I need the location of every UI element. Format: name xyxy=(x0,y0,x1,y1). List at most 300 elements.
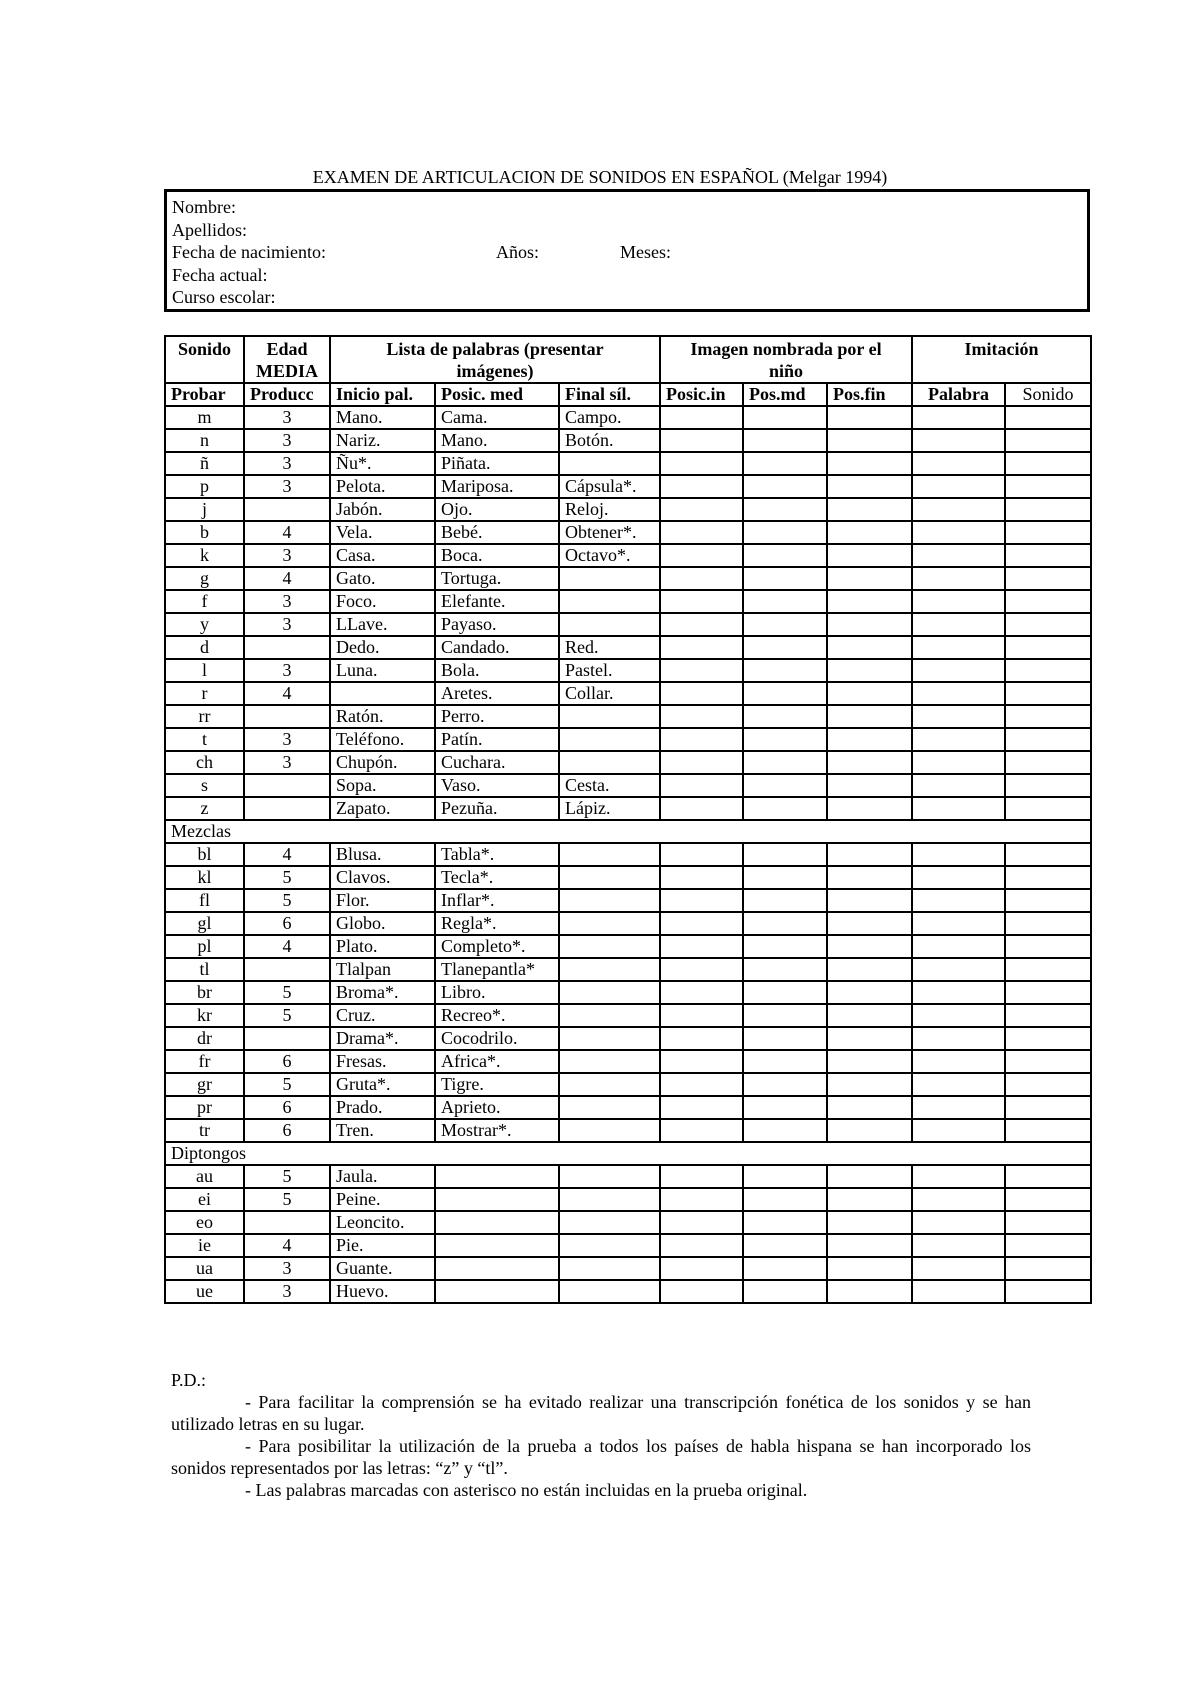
response-cell xyxy=(827,1234,912,1257)
age-cell: 3 xyxy=(244,1257,330,1280)
table-row xyxy=(165,1050,1091,1073)
response-cell xyxy=(660,912,743,935)
final-word-cell: Octavo*. xyxy=(559,544,660,567)
header-pos-md: Pos.md xyxy=(743,383,827,406)
table-row xyxy=(165,774,1091,797)
medial-word-cell: Inflar*. xyxy=(435,889,559,912)
response-cell xyxy=(1005,659,1091,682)
response-cell xyxy=(660,636,743,659)
final-word-cell xyxy=(559,981,660,1004)
response-cell xyxy=(660,1119,743,1142)
response-cell xyxy=(743,981,827,1004)
header-palabra: Palabra xyxy=(912,383,1005,406)
response-cell xyxy=(827,981,912,1004)
initial-word-cell: Jabón. xyxy=(330,498,435,521)
table-row xyxy=(165,1027,1091,1050)
final-word-cell xyxy=(559,1096,660,1119)
response-cell xyxy=(660,751,743,774)
sound-cell: b xyxy=(165,521,244,544)
final-word-cell: Cesta. xyxy=(559,774,660,797)
table-row xyxy=(165,981,1091,1004)
response-cell xyxy=(743,544,827,567)
response-cell xyxy=(827,1004,912,1027)
final-word-cell xyxy=(559,1165,660,1188)
age-cell xyxy=(244,958,330,981)
medial-word-cell: Tecla*. xyxy=(435,866,559,889)
response-cell xyxy=(827,544,912,567)
medial-word-cell: Aprieto. xyxy=(435,1096,559,1119)
table-row xyxy=(165,1096,1091,1119)
response-cell xyxy=(1005,452,1091,475)
response-cell xyxy=(743,889,827,912)
sound-cell: ie xyxy=(165,1234,244,1257)
response-cell xyxy=(1005,751,1091,774)
header-lista: Lista de palabras (presentar imágenes) xyxy=(330,336,660,383)
sound-cell: bl xyxy=(165,843,244,866)
medial-word-cell: Completo*. xyxy=(435,935,559,958)
sound-cell: l xyxy=(165,659,244,682)
response-cell xyxy=(743,774,827,797)
response-cell xyxy=(1005,1004,1091,1027)
sound-cell: m xyxy=(165,406,244,429)
medial-word-cell: Cocodrilo. xyxy=(435,1027,559,1050)
response-cell xyxy=(912,1096,1005,1119)
table-row xyxy=(165,1188,1091,1211)
table-row xyxy=(165,935,1091,958)
response-cell xyxy=(827,659,912,682)
medial-word-cell: Pezuña. xyxy=(435,797,559,820)
table-row xyxy=(165,1280,1091,1303)
medial-word-cell: Libro. xyxy=(435,981,559,1004)
response-cell xyxy=(660,406,743,429)
medial-word-cell: Bola. xyxy=(435,659,559,682)
response-cell xyxy=(912,751,1005,774)
table-row xyxy=(165,751,1091,774)
curso-escolar-label: Curso escolar: xyxy=(172,287,276,307)
final-word-cell: Pastel. xyxy=(559,659,660,682)
header-sonido-imitacion: Sonido xyxy=(1005,383,1091,406)
response-cell xyxy=(912,452,1005,475)
medial-word-cell xyxy=(435,1188,559,1211)
response-cell xyxy=(660,521,743,544)
initial-word-cell: Blusa. xyxy=(330,843,435,866)
sound-cell: d xyxy=(165,636,244,659)
response-cell xyxy=(912,981,1005,1004)
response-cell xyxy=(912,889,1005,912)
response-cell xyxy=(660,1211,743,1234)
response-cell xyxy=(827,751,912,774)
response-cell xyxy=(660,498,743,521)
medial-word-cell: Bebé. xyxy=(435,521,559,544)
initial-word-cell: Flor. xyxy=(330,889,435,912)
final-word-cell: Botón. xyxy=(559,429,660,452)
table-row xyxy=(165,567,1091,590)
response-cell xyxy=(743,406,827,429)
response-cell xyxy=(912,843,1005,866)
sound-cell: gl xyxy=(165,912,244,935)
response-cell xyxy=(660,1280,743,1303)
response-cell xyxy=(827,636,912,659)
age-cell: 5 xyxy=(244,1073,330,1096)
final-word-cell xyxy=(559,1257,660,1280)
response-cell xyxy=(1005,544,1091,567)
response-cell xyxy=(827,567,912,590)
response-cell xyxy=(1005,1257,1091,1280)
response-cell xyxy=(827,797,912,820)
table-row xyxy=(165,705,1091,728)
final-word-cell xyxy=(559,1119,660,1142)
final-word-cell: Lápiz. xyxy=(559,797,660,820)
response-cell xyxy=(912,1027,1005,1050)
age-cell: 5 xyxy=(244,1188,330,1211)
fecha-nacimiento-label: Fecha de nacimiento: xyxy=(172,242,326,262)
section-row xyxy=(165,820,1091,843)
response-cell xyxy=(743,567,827,590)
header-edad: Edad MEDIA xyxy=(244,336,330,383)
sound-cell: eo xyxy=(165,1211,244,1234)
response-cell xyxy=(912,1073,1005,1096)
sound-cell: pl xyxy=(165,935,244,958)
response-cell xyxy=(1005,590,1091,613)
initial-word-cell: Clavos. xyxy=(330,866,435,889)
response-cell xyxy=(1005,406,1091,429)
page-title: EXAMEN DE ARTICULACION DE SONIDOS EN ESPAÑOL (Melgar 1994) xyxy=(312,167,888,187)
initial-word-cell: Tlalpan xyxy=(330,958,435,981)
response-cell xyxy=(827,1027,912,1050)
sound-cell: s xyxy=(165,774,244,797)
response-cell xyxy=(912,1280,1005,1303)
fecha-nacimiento-row xyxy=(172,241,1081,264)
header-final: Final síl. xyxy=(559,383,660,406)
response-cell xyxy=(660,866,743,889)
age-cell xyxy=(244,636,330,659)
header-sonido: Sonido xyxy=(165,336,244,383)
response-cell xyxy=(912,1119,1005,1142)
header-posic-med: Posic. med xyxy=(435,383,559,406)
response-cell xyxy=(743,728,827,751)
age-cell: 3 xyxy=(244,751,330,774)
response-cell xyxy=(743,705,827,728)
response-cell xyxy=(743,1257,827,1280)
header-probar: Probar xyxy=(165,383,244,406)
response-cell xyxy=(1005,567,1091,590)
response-cell xyxy=(1005,498,1091,521)
response-cell xyxy=(660,613,743,636)
response-cell xyxy=(660,659,743,682)
response-cell xyxy=(827,774,912,797)
final-word-cell: Campo. xyxy=(559,406,660,429)
response-cell xyxy=(827,705,912,728)
table-row xyxy=(165,912,1091,935)
medial-word-cell: Ojo. xyxy=(435,498,559,521)
response-cell xyxy=(660,935,743,958)
section-row xyxy=(165,1142,1091,1165)
response-cell xyxy=(827,590,912,613)
table-row xyxy=(165,1004,1091,1027)
response-cell xyxy=(912,429,1005,452)
sound-cell: au xyxy=(165,1165,244,1188)
response-cell xyxy=(743,866,827,889)
header-pos-fin: Pos.fin xyxy=(827,383,912,406)
sound-cell: rr xyxy=(165,705,244,728)
response-cell xyxy=(743,1050,827,1073)
initial-word-cell: Zapato. xyxy=(330,797,435,820)
sound-cell: fl xyxy=(165,889,244,912)
age-cell: 3 xyxy=(244,452,330,475)
table-row xyxy=(165,429,1091,452)
age-cell: 6 xyxy=(244,1096,330,1119)
response-cell xyxy=(912,1188,1005,1211)
header-imitacion: Imitación xyxy=(912,336,1091,383)
response-cell xyxy=(827,1165,912,1188)
age-cell: 5 xyxy=(244,1004,330,1027)
response-cell xyxy=(743,452,827,475)
response-cell xyxy=(660,429,743,452)
table-row xyxy=(165,958,1091,981)
response-cell xyxy=(1005,889,1091,912)
initial-word-cell: Gruta*. xyxy=(330,1073,435,1096)
medial-word-cell: Africa*. xyxy=(435,1050,559,1073)
response-cell xyxy=(1005,958,1091,981)
initial-word-cell: Foco. xyxy=(330,590,435,613)
sound-cell: ñ xyxy=(165,452,244,475)
response-cell xyxy=(1005,613,1091,636)
response-cell xyxy=(912,590,1005,613)
initial-word-cell xyxy=(330,682,435,705)
response-cell xyxy=(912,1211,1005,1234)
initial-word-cell: Luna. xyxy=(330,659,435,682)
response-cell xyxy=(743,1004,827,1027)
response-cell xyxy=(827,912,912,935)
age-cell: 3 xyxy=(244,1280,330,1303)
sound-cell: br xyxy=(165,981,244,1004)
response-cell xyxy=(743,843,827,866)
age-cell: 3 xyxy=(244,728,330,751)
response-cell xyxy=(912,1004,1005,1027)
nombre-label: Nombre: xyxy=(172,197,236,217)
initial-word-cell: Cruz. xyxy=(330,1004,435,1027)
final-word-cell xyxy=(559,912,660,935)
response-cell xyxy=(1005,705,1091,728)
response-cell xyxy=(660,797,743,820)
response-cell xyxy=(660,1234,743,1257)
final-word-cell xyxy=(559,567,660,590)
response-cell xyxy=(827,1280,912,1303)
anos-label: Años: xyxy=(496,242,540,262)
age-cell: 4 xyxy=(244,935,330,958)
response-cell xyxy=(827,1119,912,1142)
final-word-cell xyxy=(559,843,660,866)
response-cell xyxy=(827,1257,912,1280)
final-word-cell xyxy=(559,1211,660,1234)
response-cell xyxy=(827,429,912,452)
sound-cell: k xyxy=(165,544,244,567)
table-row xyxy=(165,866,1091,889)
sound-cell: ue xyxy=(165,1280,244,1303)
medial-word-cell xyxy=(435,1257,559,1280)
response-cell xyxy=(912,682,1005,705)
final-word-cell xyxy=(559,889,660,912)
sound-cell: tl xyxy=(165,958,244,981)
response-cell xyxy=(660,1027,743,1050)
response-cell xyxy=(912,912,1005,935)
response-cell xyxy=(743,1119,827,1142)
table-row xyxy=(165,889,1091,912)
response-cell xyxy=(743,1096,827,1119)
response-cell xyxy=(1005,636,1091,659)
response-cell xyxy=(827,1211,912,1234)
initial-word-cell: Tren. xyxy=(330,1119,435,1142)
initial-word-cell: Leoncito. xyxy=(330,1211,435,1234)
final-word-cell xyxy=(559,935,660,958)
table-row xyxy=(165,1119,1091,1142)
medial-word-cell: Payaso. xyxy=(435,613,559,636)
response-cell xyxy=(743,912,827,935)
response-cell xyxy=(660,728,743,751)
response-cell xyxy=(827,613,912,636)
medial-word-cell xyxy=(435,1280,559,1303)
medial-word-cell: Boca. xyxy=(435,544,559,567)
final-word-cell: Reloj. xyxy=(559,498,660,521)
response-cell xyxy=(1005,1027,1091,1050)
table-row xyxy=(165,1165,1091,1188)
response-cell xyxy=(743,682,827,705)
final-word-cell xyxy=(559,1280,660,1303)
response-cell xyxy=(660,705,743,728)
initial-word-cell: Sopa. xyxy=(330,774,435,797)
medial-word-cell xyxy=(435,1165,559,1188)
initial-word-cell: Drama*. xyxy=(330,1027,435,1050)
response-cell xyxy=(743,958,827,981)
age-cell: 4 xyxy=(244,1234,330,1257)
final-word-cell: Red. xyxy=(559,636,660,659)
section-label-mezclas: Mezclas xyxy=(165,820,1091,843)
response-cell xyxy=(743,1027,827,1050)
response-cell xyxy=(660,889,743,912)
age-cell: 3 xyxy=(244,406,330,429)
initial-word-cell: Fresas. xyxy=(330,1050,435,1073)
sound-cell: t xyxy=(165,728,244,751)
sound-cell: fr xyxy=(165,1050,244,1073)
response-cell xyxy=(660,1004,743,1027)
response-cell xyxy=(1005,1119,1091,1142)
sound-cell: ua xyxy=(165,1257,244,1280)
response-cell xyxy=(827,1050,912,1073)
response-cell xyxy=(660,981,743,1004)
final-word-cell xyxy=(559,1004,660,1027)
initial-word-cell: Globo. xyxy=(330,912,435,935)
medial-word-cell: Regla*. xyxy=(435,912,559,935)
response-cell xyxy=(1005,728,1091,751)
response-cell xyxy=(660,1073,743,1096)
response-cell xyxy=(743,1073,827,1096)
response-cell xyxy=(912,406,1005,429)
medial-word-cell: Piñata. xyxy=(435,452,559,475)
medial-word-cell: Tlanepantla* xyxy=(435,958,559,981)
response-cell xyxy=(743,797,827,820)
response-cell xyxy=(912,521,1005,544)
response-cell xyxy=(660,1257,743,1280)
age-cell: 5 xyxy=(244,889,330,912)
table-row xyxy=(165,1257,1091,1280)
response-cell xyxy=(743,429,827,452)
medial-word-cell: Vaso. xyxy=(435,774,559,797)
response-cell xyxy=(660,1096,743,1119)
sound-cell: pr xyxy=(165,1096,244,1119)
header-producc: Producc xyxy=(244,383,330,406)
age-cell: 5 xyxy=(244,1165,330,1188)
sound-cell: r xyxy=(165,682,244,705)
response-cell xyxy=(1005,1073,1091,1096)
response-cell xyxy=(1005,912,1091,935)
response-cell xyxy=(743,1188,827,1211)
table-row xyxy=(165,613,1091,636)
medial-word-cell: Mostrar*. xyxy=(435,1119,559,1142)
initial-word-cell: Chupón. xyxy=(330,751,435,774)
initial-word-cell: LLave. xyxy=(330,613,435,636)
response-cell xyxy=(743,1165,827,1188)
response-cell xyxy=(660,544,743,567)
response-cell xyxy=(743,498,827,521)
medial-word-cell: Aretes. xyxy=(435,682,559,705)
section-label-diptongos: Diptongos xyxy=(165,1142,1091,1165)
age-cell: 3 xyxy=(244,613,330,636)
response-cell xyxy=(743,590,827,613)
sound-cell: ch xyxy=(165,751,244,774)
table-row xyxy=(165,452,1091,475)
response-cell xyxy=(912,1257,1005,1280)
response-cell xyxy=(1005,843,1091,866)
age-cell: 3 xyxy=(244,590,330,613)
age-cell: 4 xyxy=(244,682,330,705)
response-cell xyxy=(660,1050,743,1073)
initial-word-cell: Mano. xyxy=(330,406,435,429)
age-cell: 6 xyxy=(244,1119,330,1142)
response-cell xyxy=(912,774,1005,797)
response-cell xyxy=(660,682,743,705)
medial-word-cell: Perro. xyxy=(435,705,559,728)
table-row xyxy=(165,659,1091,682)
response-cell xyxy=(827,498,912,521)
table-row xyxy=(165,498,1091,521)
initial-word-cell: Dedo. xyxy=(330,636,435,659)
response-cell xyxy=(1005,1211,1091,1234)
age-cell: 3 xyxy=(244,544,330,567)
table-row xyxy=(165,406,1091,429)
age-cell: 3 xyxy=(244,475,330,498)
response-cell xyxy=(1005,866,1091,889)
age-cell: 6 xyxy=(244,912,330,935)
final-word-cell xyxy=(559,1027,660,1050)
response-cell xyxy=(1005,1234,1091,1257)
response-cell xyxy=(1005,797,1091,820)
age-cell: 5 xyxy=(244,866,330,889)
response-cell xyxy=(1005,1096,1091,1119)
final-word-cell xyxy=(559,613,660,636)
medial-word-cell: Mariposa. xyxy=(435,475,559,498)
initial-word-cell: Nariz. xyxy=(330,429,435,452)
response-cell xyxy=(912,636,1005,659)
medial-word-cell: Cama. xyxy=(435,406,559,429)
response-cell xyxy=(827,682,912,705)
age-cell xyxy=(244,774,330,797)
response-cell xyxy=(1005,682,1091,705)
age-cell xyxy=(244,1211,330,1234)
age-cell: 3 xyxy=(244,429,330,452)
response-cell xyxy=(827,452,912,475)
response-cell xyxy=(912,866,1005,889)
response-cell xyxy=(660,843,743,866)
